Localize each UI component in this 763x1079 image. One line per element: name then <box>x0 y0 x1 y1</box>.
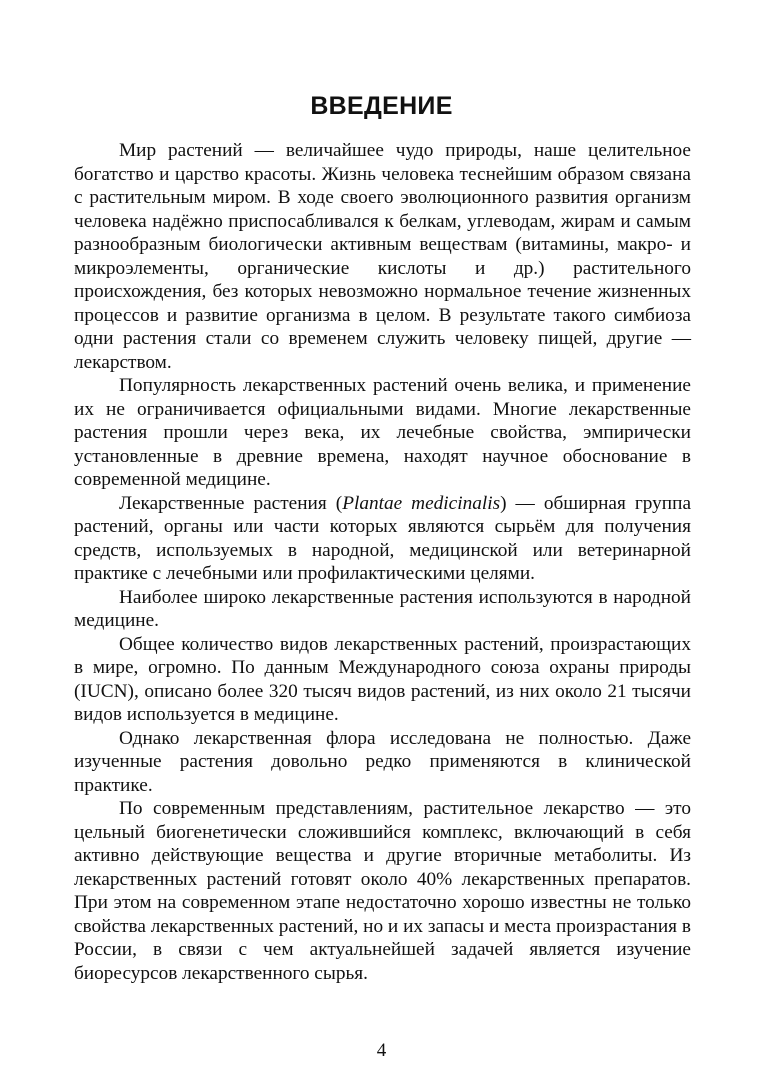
paragraph-modern-view: По современным представлениям, растительное лекарство — это цельный биогенетически сложившийся комплекс, включающий в себя активно действующие вещества и другие вторичные метаболиты. Из лекарственных растений готовят около 40% лекарственных препаратов. При этом на современном этапе недостаточно хорошо известны не только свойства лекарственных растений, но и их запасы и места произрастания в России, в связи с чем актуальнейшей задачей является изучение биоресурсов лекарственного сырья. <box>74 798 691 984</box>
paragraph-definition <box>74 492 691 586</box>
definition-lead-text: Лекарственные растения ( <box>119 492 343 514</box>
page-title: ВВЕДЕНИЕ <box>310 92 453 120</box>
paragraph-species-count: Общее количество видов лекарственных растений, произрастающих в мире, огромно. По данным Международного союза охраны природы (IUCN), описано более 320 тысяч видов растений, из них около 21 тысячи видов используется в медицине. <box>74 633 691 725</box>
page-number: 4 <box>376 1040 387 1061</box>
definition-rest-text: ) — обширная группа растений, органы или части которых являются сырьём для получения средств, используемых в народной, медицинской или ветеринарной практике с лечебными или профилактическими целями. <box>74 492 692 584</box>
body-text <box>74 139 691 985</box>
paragraph-folk-medicine: Наиболее широко лекарственные растения используются в народной медицине. <box>74 586 691 631</box>
paragraph-flora-study: Однако лекарственная флора исследована не полностью. Даже изученные растения довольно редко применяются в клинической практике. <box>74 727 691 796</box>
paragraph-intro: Мир растений — величайшее чудо природы, наше целительное богатство и царство красоты. Жизнь человека теснейшим образом связана с растительным миром. В ходе своего эволюционного развития организм человека надёжно приспосабливался к белкам, углеводам, жирам и самым разнообразным биологически активным веществам (витамины, макро- и микроэлементы, органические кислоты и др.) растительного происхождения, без которых невозможно нормальное течение жизненных процессов и развитие организма в целом. В результате такого симбиоза одни растения стали со временем служить человеку пищей, другие — лекарством. <box>74 140 691 373</box>
latin-term: Plantae medicinalis <box>342 492 501 514</box>
paragraph-popularity: Популярность лекарственных растений очень велика, и применение их не ограничивается официальными видами. Многие лекарственные растения прошли через века, их лечебные свойства, эмпирически установленные в древние времена, находят научное обоснование в современной медицине. <box>74 375 691 490</box>
